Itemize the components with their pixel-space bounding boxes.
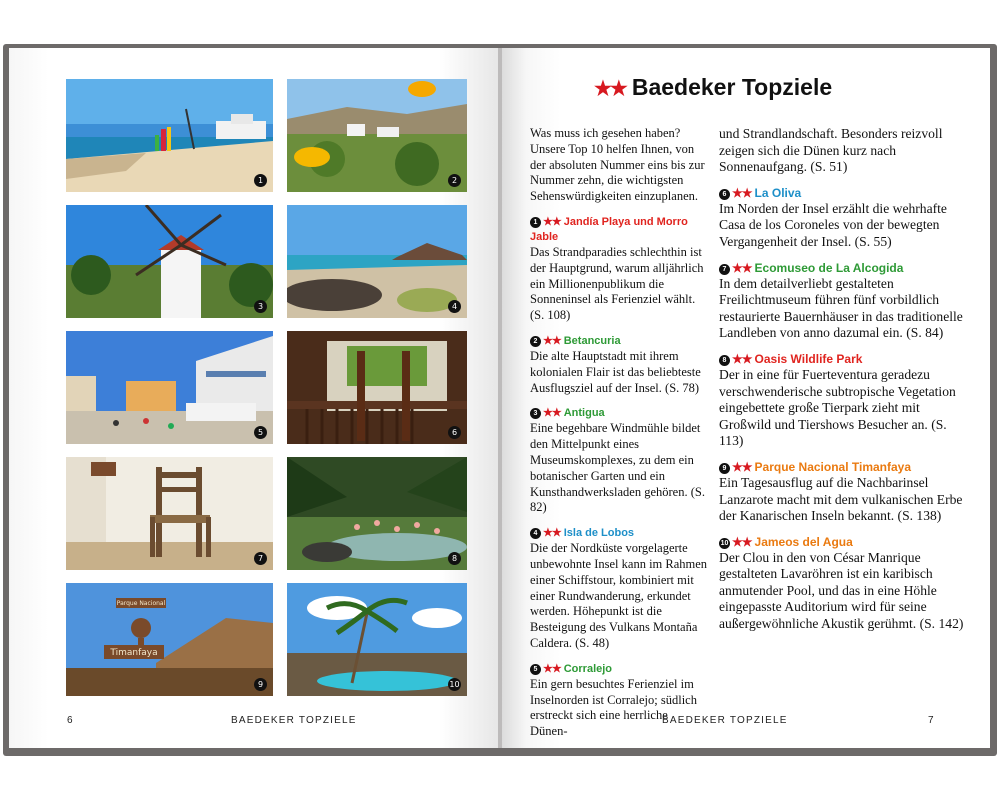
entry-text: Die der Nordküste vorgelagerte unbewohnte Insel kann im Rahmen einer Schiffstour, kombiniert mit einer Rundwanderung, erkundet werden. Höhepunkt ist die Besteigung des Vulkans Montaña Caldera. (S. 48) (530, 541, 708, 650)
entry-stars: ★★ (732, 185, 752, 200)
entry-heading (530, 334, 708, 349)
photo-wooden-chair (66, 457, 273, 570)
entry-name: Antigua (563, 407, 605, 420)
topziel-entry (530, 662, 708, 740)
text-column-2 (719, 126, 969, 643)
topziel-entry (719, 261, 969, 342)
running-head-left: BAEDEKER TOPZIELE (231, 715, 357, 726)
photo-isla-de-lobos (287, 205, 467, 318)
entry-heading (530, 526, 708, 541)
entry-text: Im Norden der Insel erzählt die wehrhafte Casa de los Coroneles von der bewegten Vergangenheit der Insel. (S. 55) (719, 200, 947, 249)
entry-heading (530, 215, 708, 245)
open-book (3, 44, 997, 756)
entry-number-badge: 9 (719, 463, 730, 474)
topziel-entry (719, 535, 969, 633)
topziel-entry (719, 352, 969, 450)
photo-number-badge: 3 (254, 300, 267, 313)
entry-number-badge: 3 (530, 408, 541, 419)
entry-text: Eine begehbare Windmühle bildet den Mittelpunkt eines Museumskomplexes, zu dem ein botanischer Garten und ein Kunsthandwerksladen gehören. (S. 82) (530, 421, 705, 515)
entry-heading (719, 261, 969, 276)
photo-number-badge: 7 (254, 552, 267, 565)
entry-name: Parque Nacional Timanfaya (754, 459, 912, 474)
page-number-right: 7 (928, 715, 935, 726)
entry-name: Ecomuseo de La Alcogida (754, 260, 904, 275)
topziel-entry (530, 334, 708, 396)
entry-text: In dem detailverliebt gestalteten Freilichtmuseum führen fünf vorbildlich restaurierte Bauernhäuser in das traditionelle Landleben von anno dazumal ein. (S. 84) (719, 275, 963, 341)
topziel-entry (719, 460, 969, 525)
entry-heading (719, 352, 969, 367)
intro-paragraph: Was muss ich gesehen haben? Unsere Top 10 helfen Ihnen, von der absoluten Nummer eins bis zur Nummer zehn, die wichtigsten Sehenswürdigkeiten einzuplanen. (530, 126, 705, 204)
entry-stars: ★★ (543, 215, 561, 228)
entry-number-badge: 4 (530, 528, 541, 539)
entry-heading (719, 460, 969, 475)
photo-beach (66, 79, 273, 192)
entry-stars: ★★ (732, 534, 752, 549)
entry-number-badge: 8 (719, 355, 730, 366)
entry-heading (719, 535, 969, 550)
photo-number-badge: 4 (448, 300, 461, 313)
entry-name: Corralejo (563, 662, 613, 675)
entry-heading (719, 186, 969, 201)
entry-name: Isla de Lobos (563, 527, 635, 540)
entry-heading (530, 662, 708, 677)
topziel-entry (530, 526, 708, 652)
entry-text: Ein gern besuchtes Ferienziel im Inselnorden ist Corralejo; südlich erstreckt sich eine herrliche Dünen- (530, 676, 697, 739)
entry-stars: ★★ (543, 527, 561, 540)
photo-courtyard-balcony (287, 331, 467, 444)
entry-heading (530, 406, 708, 421)
entry-text: und Strandlandschaft. Besonders reizvoll zeigen sich die Dünen kurz nach Sonnenaufgang. (S. 51) (719, 126, 943, 175)
photo-number-badge: 1 (254, 174, 267, 187)
entry-text: Der Clou in den von César Manrique gestalteten Lavaröhren ist ein karibisch anmutender Pool, und das in eine Höhle eingepasste Auditorium wird für seine außergewöhnliche Akustik gerühmt. (S. 142) (719, 549, 964, 632)
photo-corralejo-street (66, 331, 273, 444)
entry-number-badge: 5 (530, 664, 541, 675)
photo-number-badge: 5 (254, 426, 267, 439)
entry-stars: ★★ (732, 351, 752, 366)
entry-name: Betancuria (563, 334, 621, 347)
entry-name: Oasis Wildlife Park (754, 351, 863, 366)
entry-text: Ein Tagesausflug auf die Nachbarinsel Lanzarote macht mit dem vulkanischen Erbe der Kanarischen Inseln bekannt. (S. 138) (719, 474, 963, 524)
entry-continuation (719, 126, 969, 176)
entry-stars: ★★ (543, 334, 561, 347)
entry-name: Jandía Playa und Morro Jable (530, 215, 688, 243)
right-page (502, 48, 990, 748)
photo-number-badge: 9 (254, 678, 267, 691)
entry-number-badge: 10 (720, 539, 729, 547)
sign-text-timanfaya: Timanfaya (110, 648, 158, 658)
photo-timanfaya-sign (66, 583, 273, 696)
entry-stars: ★★ (543, 407, 561, 420)
left-page (9, 48, 498, 748)
topziel-entry (719, 186, 969, 251)
entry-text: Der in eine für Fuerteventura geradezu verschwenderische subtropische Vegetation eingebettete große Tierpark zieht mit Großwild und Tiershows Besucher an. (S. 113) (719, 366, 956, 449)
entry-stars: ★★ (732, 260, 752, 275)
entry-number-badge: 2 (530, 336, 541, 347)
photo-flamingos (287, 457, 467, 570)
entry-text: Das Strandparadies schlechthin ist der Hauptgrund, warum alljährlich ein Millionenpublikum die Sonneninsel als Ferienziel wählt. (S. 108) (530, 244, 704, 323)
running-head-right: BAEDEKER TOPZIELE (662, 715, 788, 726)
entry-stars: ★★ (732, 459, 752, 474)
entry-name: Jameos del Agua (754, 534, 853, 549)
title-stars: ★★ (594, 78, 626, 100)
entry-stars: ★★ (543, 662, 561, 675)
photo-number-badge: 6 (448, 426, 461, 439)
photo-number-badge: 2 (448, 174, 461, 187)
entry-number-badge: 6 (719, 189, 730, 200)
entry-text: Die alte Hauptstadt mit ihrem kolonialen Flair ist das beliebteste Ausflugsziel auf der Insel. (S. 78) (530, 348, 701, 395)
photo-number-badge: 10 (449, 680, 460, 689)
page-title (594, 74, 832, 101)
photo-windmill (66, 205, 273, 318)
topziel-entry (530, 215, 708, 324)
entry-name: La Oliva (754, 185, 802, 200)
title-text: Baedeker Topziele (631, 74, 833, 100)
topziel-entry (530, 406, 708, 516)
text-column-1 (530, 126, 708, 748)
photo-pool-palm (287, 583, 467, 696)
photo-number-badge: 8 (448, 552, 461, 565)
page-number-left: 6 (67, 715, 74, 726)
sign-text-parque: Parque Nacional (116, 600, 166, 607)
photo-village-flowers (287, 79, 467, 192)
entry-number-badge: 1 (530, 217, 541, 228)
entry-number-badge: 7 (719, 264, 730, 275)
